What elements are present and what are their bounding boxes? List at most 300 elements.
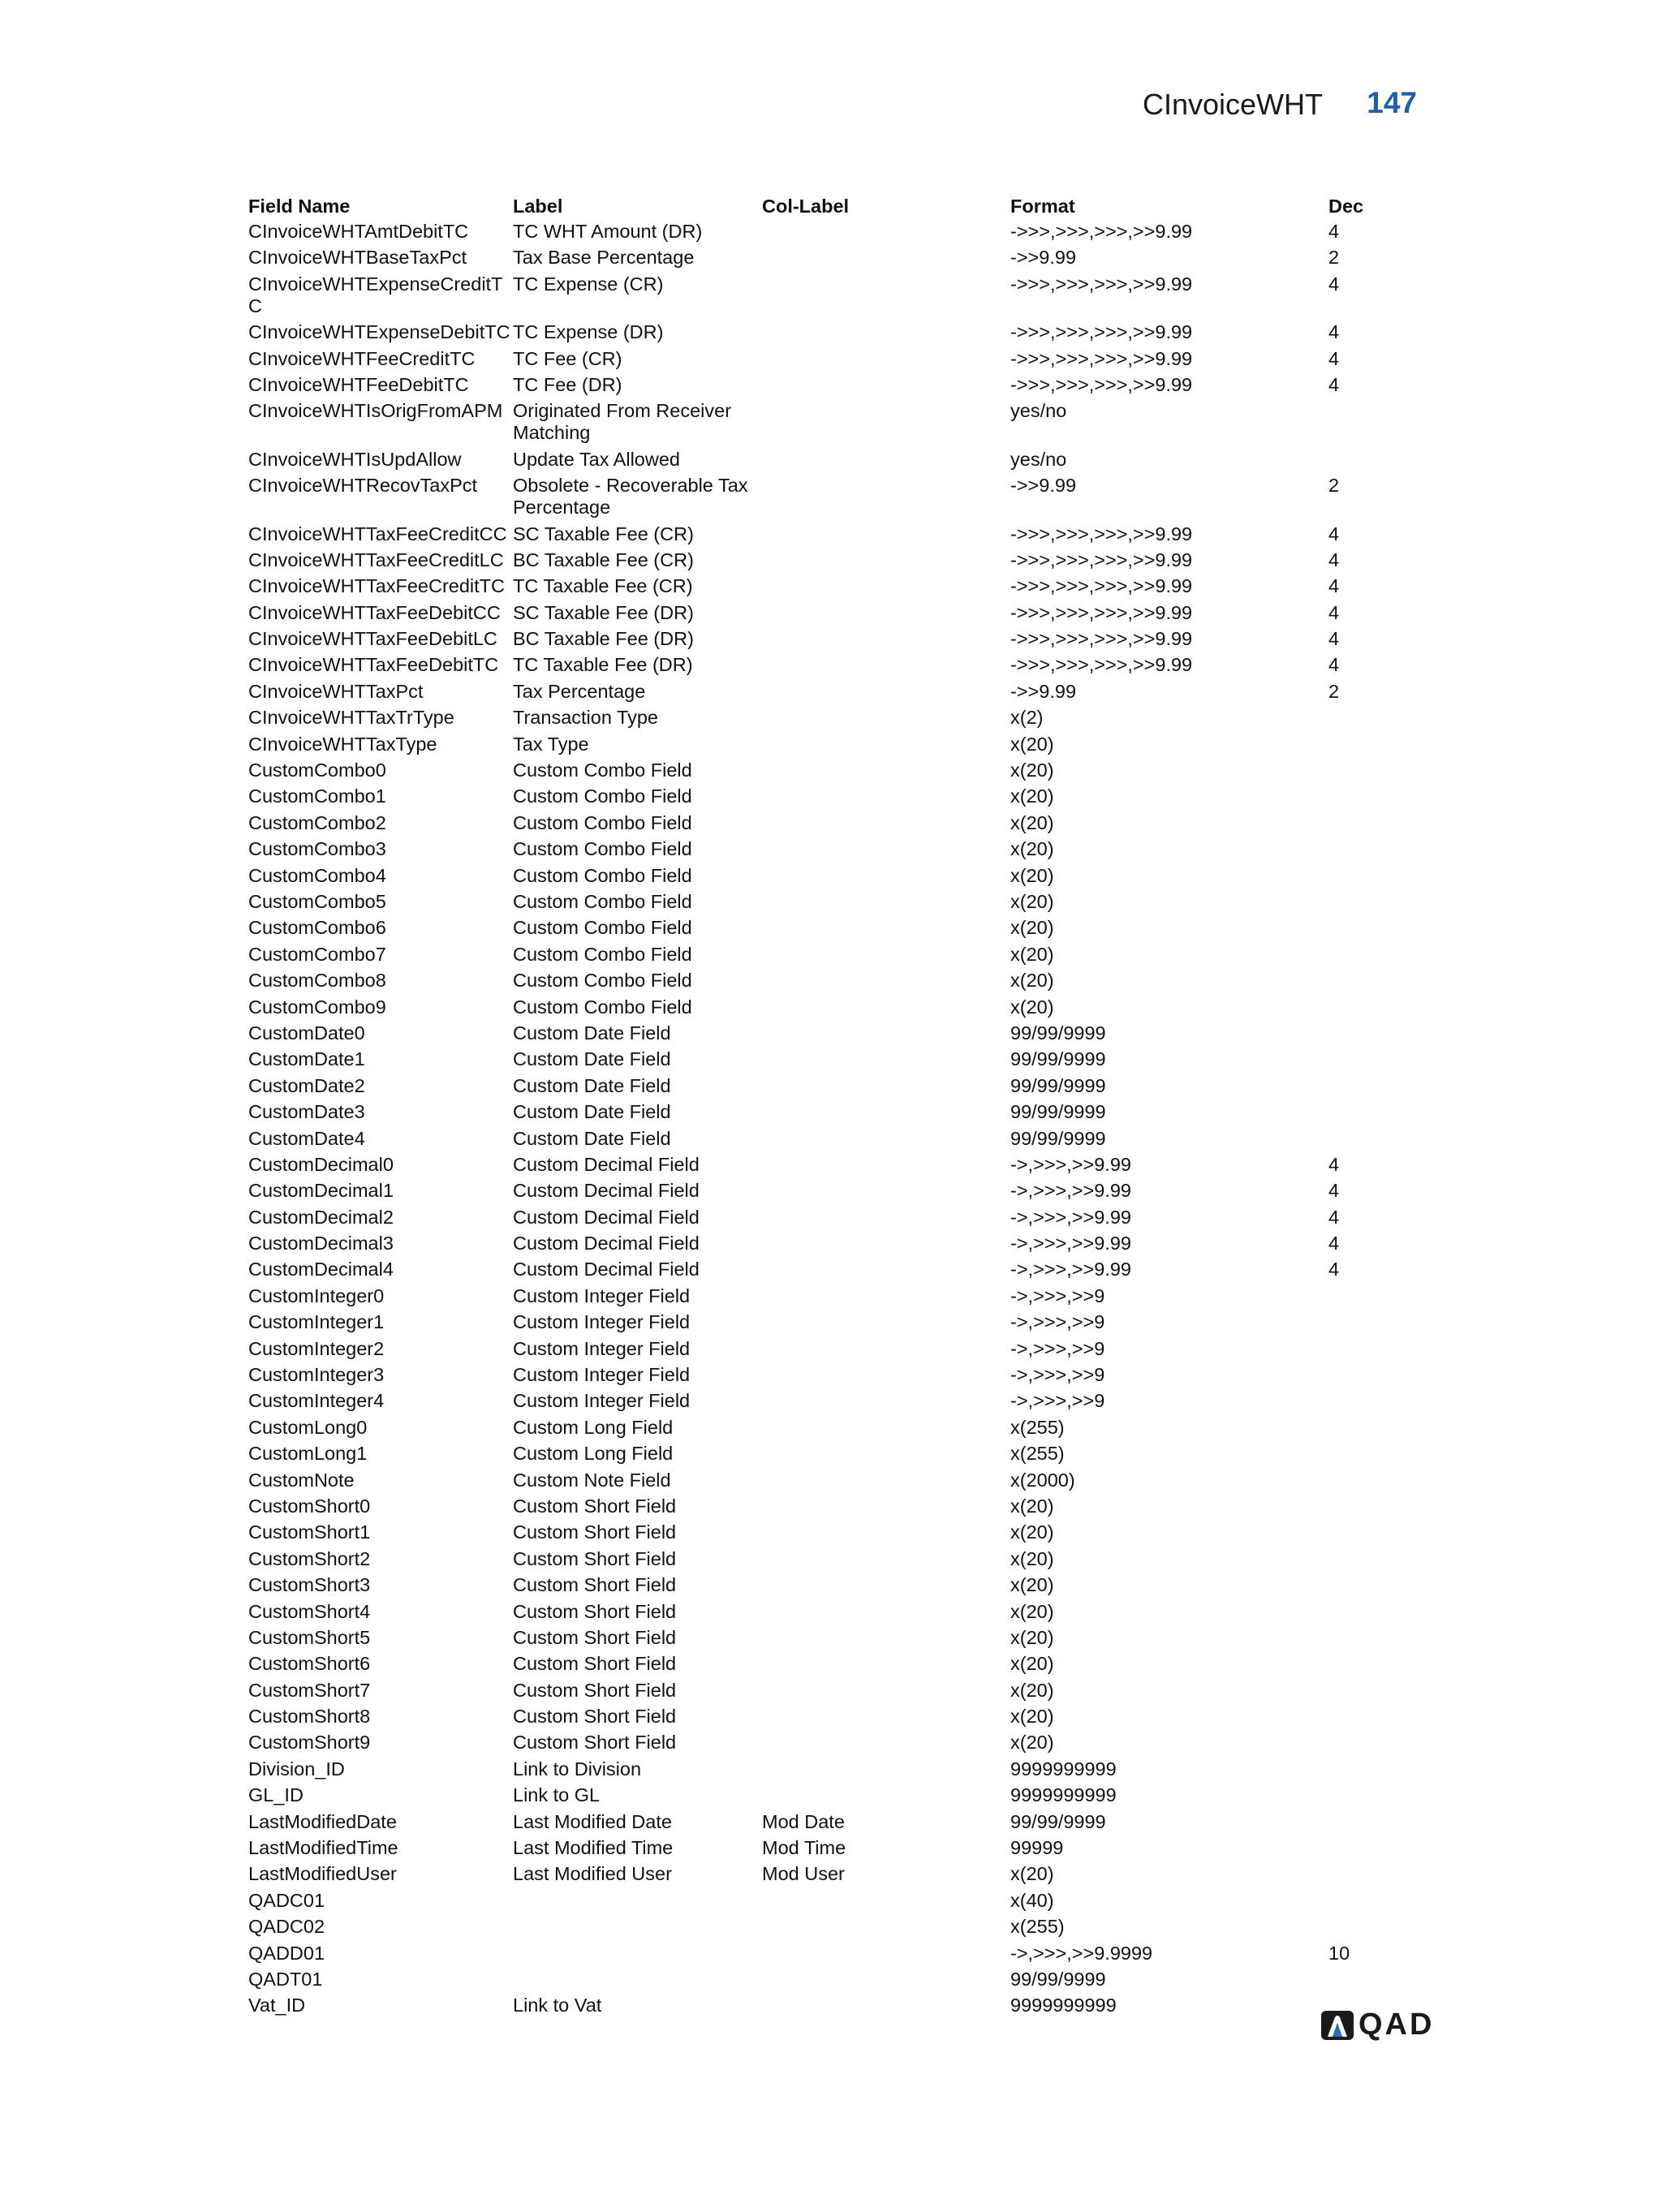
dec-cell: 4 [1328, 1180, 1340, 1202]
col-label-cell [762, 1651, 1010, 1677]
dec-cell [1328, 1362, 1384, 1388]
label-cell: Obsolete - Recoverable Tax Percentage [513, 475, 748, 519]
label-cell: Custom Integer Field [513, 1337, 691, 1359]
label-cell: Last Modified Time [513, 1837, 674, 1859]
format-cell: ->>>,>>>,>>>,>>9.99 [1010, 654, 1193, 676]
dec-cell [1328, 942, 1384, 968]
dec-cell [1328, 1625, 1384, 1651]
field-name-cell: CustomCombo4 [248, 864, 386, 886]
dec-cell [1328, 995, 1384, 1021]
dec-cell: 4 [1328, 221, 1340, 242]
label-cell: Tax Type [513, 733, 589, 755]
field-name-cell: CustomDate1 [248, 1048, 365, 1070]
format-cell: x(2) [1010, 707, 1044, 729]
col-label-cell [762, 1074, 1010, 1100]
format-cell: ->,>>>,>>9.9999 [1010, 1942, 1153, 1964]
col-label-cell [762, 447, 1010, 473]
column-header-field-name: Field Name [248, 196, 351, 217]
table-row [248, 473, 1384, 521]
label-cell: Custom Short Field [513, 1574, 677, 1596]
table-row [248, 1730, 1384, 1756]
col-label-cell [762, 1520, 1010, 1546]
format-cell: x(20) [1010, 864, 1054, 886]
field-name-cell: CustomShort4 [248, 1600, 371, 1622]
dec-cell [1328, 1388, 1384, 1414]
dec-cell [1328, 1468, 1384, 1494]
field-name-cell: LastModifiedDate [248, 1810, 397, 1832]
table-row [248, 705, 1384, 731]
col-label-cell: Mod Time [762, 1837, 846, 1859]
field-name-cell: QADC01 [248, 1889, 325, 1911]
field-name-cell: CustomShort8 [248, 1706, 371, 1728]
table-row [248, 1941, 1384, 1967]
field-name-cell: CustomInteger3 [248, 1364, 385, 1386]
table-row [248, 1967, 1384, 1993]
dec-cell [1328, 1074, 1384, 1100]
format-cell: ->,>>>,>>9 [1010, 1337, 1105, 1359]
format-cell: x(20) [1010, 1706, 1054, 1728]
table-row [248, 758, 1384, 784]
format-cell: ->>>,>>>,>>>,>>9.99 [1010, 347, 1193, 369]
label-cell: Link to Vat [513, 1995, 602, 2016]
format-cell: ->>>,>>>,>>>,>>9.99 [1010, 601, 1193, 623]
label-cell: Custom Integer Field [513, 1311, 691, 1333]
table-row [248, 219, 1384, 245]
table-row [248, 995, 1384, 1021]
format-cell: ->>>,>>>,>>>,>>9.99 [1010, 221, 1193, 242]
label-cell: Custom Combo Field [513, 943, 692, 965]
field-name-cell: CInvoiceWHTAmtDebitTC [248, 221, 469, 242]
label-cell: Custom Combo Field [513, 970, 692, 992]
label-cell: Link to GL [513, 1784, 601, 1806]
dec-cell: 4 [1328, 273, 1340, 295]
col-label-cell [762, 1310, 1010, 1336]
table-row [248, 1284, 1384, 1310]
field-name-cell: CustomShort0 [248, 1495, 371, 1517]
label-cell: Custom Integer Field [513, 1285, 691, 1306]
dec-cell [1328, 968, 1384, 994]
field-name-cell: CInvoiceWHTTaxFeeDebitCC [248, 601, 501, 623]
col-label-cell [762, 1625, 1010, 1651]
qad-logo [1321, 2008, 1451, 2043]
format-cell: ->,>>>,>>9.99 [1010, 1206, 1131, 1228]
label-cell: TC Expense (DR) [513, 321, 664, 343]
dec-cell [1328, 447, 1384, 473]
format-cell: ->>>,>>>,>>>,>>9.99 [1010, 549, 1193, 570]
field-name-cell: CustomCombo7 [248, 943, 386, 965]
table-row [248, 372, 1384, 398]
label-cell: Custom Date Field [513, 1048, 671, 1070]
col-label-cell [762, 889, 1010, 915]
format-cell: x(40) [1010, 1889, 1054, 1911]
format-cell: ->,>>>,>>9.99 [1010, 1233, 1131, 1254]
label-cell: Custom Decimal Field [513, 1153, 700, 1175]
col-label-cell: Mod Date [762, 1810, 845, 1832]
table-row [248, 1205, 1384, 1231]
col-label-cell [762, 652, 1010, 678]
field-name-cell: CustomShort5 [248, 1626, 371, 1648]
field-name-cell: CustomDecimal1 [248, 1180, 394, 1202]
table-row [248, 1861, 1384, 1887]
col-label-cell [762, 995, 1010, 1021]
col-label-cell [762, 473, 1010, 521]
table-row [248, 1468, 1384, 1494]
format-cell: ->>9.99 [1010, 680, 1077, 702]
label-cell [513, 1914, 762, 1940]
table-row [248, 1599, 1384, 1625]
format-cell: x(255) [1010, 1443, 1065, 1465]
label-cell: Custom Note Field [513, 1469, 671, 1491]
field-name-cell: CustomCombo1 [248, 785, 386, 807]
dec-cell [1328, 1573, 1384, 1599]
label-cell: Last Modified User [513, 1863, 672, 1885]
label-cell: Custom Short Field [513, 1732, 677, 1754]
dec-cell: 4 [1328, 1206, 1340, 1228]
dec-cell [1328, 863, 1384, 889]
format-cell: x(20) [1010, 970, 1054, 992]
col-label-cell [762, 732, 1010, 758]
dec-cell: 4 [1328, 523, 1340, 544]
format-cell: x(20) [1010, 1653, 1054, 1675]
format-cell: x(2000) [1010, 1469, 1075, 1491]
table-row [248, 837, 1384, 863]
label-cell: BC Taxable Fee (CR) [513, 549, 694, 570]
dec-cell [1328, 732, 1384, 758]
col-label-cell [762, 1547, 1010, 1573]
dec-cell: 4 [1328, 321, 1340, 343]
table-row [248, 398, 1384, 446]
table-row [248, 1441, 1384, 1467]
format-cell: x(20) [1010, 1600, 1054, 1622]
label-cell: SC Taxable Fee (CR) [513, 523, 694, 544]
label-cell: Custom Combo Field [513, 811, 692, 833]
dec-cell [1328, 1441, 1384, 1467]
table-row [248, 1547, 1384, 1573]
label-cell: Custom Short Field [513, 1547, 677, 1569]
dec-cell: 10 [1328, 1942, 1350, 1964]
dec-cell [1328, 1651, 1384, 1677]
column-header-dec: Dec [1328, 196, 1364, 217]
field-name-cell: QADC02 [248, 1916, 325, 1938]
field-name-cell: CustomDecimal0 [248, 1153, 394, 1175]
table-row [248, 1047, 1384, 1073]
label-cell: Originated From Receiver Matching [513, 400, 732, 444]
field-name-cell: CInvoiceWHTTaxFeeCreditTC [248, 575, 506, 597]
format-cell: x(20) [1010, 1547, 1054, 1569]
format-cell: x(20) [1010, 943, 1054, 965]
col-label-cell [762, 968, 1010, 994]
col-label-cell [762, 1914, 1010, 1940]
label-cell: TC Taxable Fee (CR) [513, 575, 693, 597]
format-cell: x(20) [1010, 996, 1054, 1018]
label-cell: Custom Combo Field [513, 917, 692, 939]
col-label-cell [762, 600, 1010, 626]
dec-cell: 4 [1328, 373, 1340, 395]
dec-cell [1328, 1810, 1384, 1835]
label-cell: Tax Base Percentage [513, 247, 695, 269]
col-label-cell [762, 346, 1010, 372]
table-row [248, 1231, 1384, 1257]
field-name-cell: CustomDate0 [248, 1022, 365, 1044]
field-name-cell: CInvoiceWHTBaseTaxPct [248, 247, 467, 269]
dec-cell [1328, 1757, 1384, 1783]
table-row [248, 1783, 1384, 1809]
label-cell: TC WHT Amount (DR) [513, 221, 703, 242]
col-label-cell [762, 705, 1010, 731]
col-label-cell [762, 548, 1010, 574]
label-cell: Custom Combo Field [513, 864, 692, 886]
dec-cell [1328, 1599, 1384, 1625]
col-label-cell [762, 1599, 1010, 1625]
col-label-cell [762, 863, 1010, 889]
table-row [248, 1704, 1384, 1730]
column-header-label: Label [513, 196, 563, 217]
field-name-cell: CInvoiceWHTTaxFeeDebitLC [248, 628, 497, 650]
field-name-cell: CInvoiceWHTTaxTrType [248, 707, 454, 729]
table-row [248, 447, 1384, 473]
label-cell: Custom Integer Field [513, 1390, 691, 1412]
field-name-cell: CustomShort6 [248, 1653, 371, 1675]
format-cell: ->>>,>>>,>>>,>>9.99 [1010, 575, 1193, 597]
label-cell: Link to Division [513, 1758, 642, 1779]
dec-cell [1328, 1415, 1384, 1441]
dec-cell [1328, 1861, 1384, 1887]
field-name-cell: CustomCombo0 [248, 760, 386, 781]
format-cell: x(20) [1010, 890, 1054, 912]
col-label-cell [762, 1178, 1010, 1204]
dec-cell [1328, 1336, 1384, 1362]
field-name-cell: CustomShort1 [248, 1521, 371, 1543]
format-cell: 99/99/9999 [1010, 1810, 1106, 1832]
field-name-cell: CustomShort7 [248, 1679, 371, 1701]
table-row [248, 1362, 1384, 1388]
dec-cell [1328, 837, 1384, 863]
field-name-cell: CustomShort9 [248, 1732, 371, 1754]
field-name-cell: CustomCombo9 [248, 996, 386, 1018]
field-name-cell: CInvoiceWHTFeeDebitTC [248, 373, 469, 395]
table-row [248, 732, 1384, 758]
col-label-cell [762, 398, 1010, 446]
table-body [248, 219, 1384, 2020]
col-label-cell [762, 372, 1010, 398]
dec-cell: 2 [1328, 247, 1340, 269]
table-row [248, 320, 1384, 346]
format-cell: x(20) [1010, 733, 1054, 755]
table-row [248, 679, 1384, 705]
label-cell: Custom Short Field [513, 1653, 677, 1675]
table-row [248, 1678, 1384, 1704]
col-label-cell [762, 1678, 1010, 1704]
format-cell: ->,>>>,>>9 [1010, 1285, 1105, 1306]
col-label-cell [762, 1704, 1010, 1730]
dec-cell: 2 [1328, 680, 1340, 702]
label-cell: TC Fee (DR) [513, 373, 622, 395]
format-cell: 99/99/9999 [1010, 1048, 1106, 1070]
dec-cell [1328, 1835, 1384, 1861]
table-row [248, 1178, 1384, 1204]
format-cell: x(255) [1010, 1416, 1065, 1438]
col-label-cell [762, 272, 1010, 320]
label-cell: BC Taxable Fee (DR) [513, 628, 694, 650]
table-row [248, 915, 1384, 941]
format-cell: yes/no [1010, 400, 1067, 422]
table-row [248, 346, 1384, 372]
format-cell: ->>>,>>>,>>>,>>9.99 [1010, 373, 1193, 395]
col-label-cell [762, 1284, 1010, 1310]
table-row [248, 1126, 1384, 1152]
dec-cell [1328, 398, 1384, 446]
table-row [248, 574, 1384, 600]
table-row [248, 1914, 1384, 1940]
table-row [248, 1257, 1384, 1283]
field-name-cell: CustomInteger0 [248, 1285, 385, 1306]
col-label-cell [762, 1362, 1010, 1388]
label-cell: Custom Date Field [513, 1022, 671, 1044]
col-label-cell [762, 1415, 1010, 1441]
dec-cell [1328, 1047, 1384, 1073]
col-label-cell [762, 811, 1010, 837]
format-cell: 99/99/9999 [1010, 1969, 1106, 1990]
table-row [248, 1520, 1384, 1546]
dec-cell [1328, 1547, 1384, 1573]
table-row [248, 968, 1384, 994]
field-name-cell: QADT01 [248, 1969, 323, 1990]
dec-cell: 4 [1328, 1153, 1340, 1175]
field-name-cell: CustomLong0 [248, 1416, 368, 1438]
format-cell: x(20) [1010, 1863, 1054, 1885]
table-row [248, 811, 1384, 837]
table-row [248, 1651, 1384, 1677]
col-label-cell [762, 837, 1010, 863]
col-label-cell [762, 219, 1010, 245]
label-cell: Custom Short Field [513, 1495, 677, 1517]
format-cell: 99/99/9999 [1010, 1074, 1106, 1096]
field-name-cell: GL_ID [248, 1784, 304, 1806]
table-row [248, 1625, 1384, 1651]
dec-cell: 2 [1328, 475, 1340, 497]
format-cell: 99999 [1010, 1837, 1064, 1859]
dec-cell: 4 [1328, 1259, 1340, 1280]
label-cell [513, 1888, 762, 1914]
field-name-cell: CustomCombo8 [248, 970, 386, 992]
col-label-cell [762, 522, 1010, 548]
format-cell: ->>>,>>>,>>>,>>9.99 [1010, 628, 1193, 650]
dec-cell [1328, 889, 1384, 915]
label-cell [513, 1967, 762, 1993]
format-cell: 9999999999 [1010, 1995, 1117, 2016]
col-label-cell: Mod User [762, 1863, 845, 1885]
format-cell: 9999999999 [1010, 1758, 1117, 1779]
table-row [248, 784, 1384, 810]
field-name-cell: CInvoiceWHTExpenseDebitTC [248, 321, 510, 343]
dec-cell [1328, 915, 1384, 941]
label-cell: TC Taxable Fee (DR) [513, 654, 693, 676]
page-number: 147 [1367, 86, 1417, 119]
label-cell: Custom Decimal Field [513, 1180, 700, 1202]
col-label-cell [762, 1494, 1010, 1520]
table-row [248, 652, 1384, 678]
field-name-cell: CustomDate2 [248, 1074, 365, 1096]
label-cell: Custom Date Field [513, 1127, 671, 1149]
col-label-cell [762, 1941, 1010, 1967]
col-label-cell [762, 1126, 1010, 1152]
format-cell: x(20) [1010, 1574, 1054, 1596]
field-name-cell: CInvoiceWHTExpenseCreditTC [248, 273, 503, 316]
format-cell: ->,>>>,>>9.99 [1010, 1153, 1131, 1175]
format-cell: ->>9.99 [1010, 247, 1077, 269]
col-label-cell [762, 1047, 1010, 1073]
format-cell: x(20) [1010, 760, 1054, 781]
dec-cell [1328, 1100, 1384, 1125]
field-name-cell: CInvoiceWHTTaxPct [248, 680, 424, 702]
field-name-cell: CInvoiceWHTTaxFeeCreditCC [248, 523, 507, 544]
col-label-cell [762, 679, 1010, 705]
dec-cell [1328, 1678, 1384, 1704]
dec-cell: 4 [1328, 575, 1340, 597]
label-cell: Custom Combo Field [513, 785, 692, 807]
format-cell: ->,>>>,>>9 [1010, 1364, 1105, 1386]
label-cell: Custom Integer Field [513, 1364, 691, 1386]
format-cell: x(20) [1010, 1521, 1054, 1543]
dec-cell [1328, 1284, 1384, 1310]
table-row [248, 863, 1384, 889]
field-name-cell: LastModifiedTime [248, 1837, 398, 1859]
format-cell: x(20) [1010, 917, 1054, 939]
field-name-cell: CInvoiceWHTFeeCreditTC [248, 347, 476, 369]
table-row [248, 1021, 1384, 1047]
label-cell: Custom Date Field [513, 1074, 671, 1096]
dec-cell [1328, 811, 1384, 837]
column-header-format: Format [1010, 196, 1075, 217]
dec-cell [1328, 1914, 1384, 1940]
field-name-cell: CInvoiceWHTTaxFeeCreditLC [248, 549, 504, 570]
field-name-cell: CustomDecimal3 [248, 1233, 394, 1254]
dec-cell [1328, 784, 1384, 810]
dec-cell: 4 [1328, 601, 1340, 623]
col-label-cell [762, 1205, 1010, 1231]
field-table [248, 192, 1384, 2020]
table-row [248, 1310, 1384, 1336]
dec-cell [1328, 1783, 1384, 1809]
dec-cell: 4 [1328, 549, 1340, 570]
label-cell: Custom Short Field [513, 1679, 677, 1701]
label-cell: Transaction Type [513, 707, 658, 729]
table-row [248, 600, 1384, 626]
label-cell: Custom Combo Field [513, 838, 692, 860]
table-row [248, 889, 1384, 915]
label-cell: SC Taxable Fee (DR) [513, 601, 694, 623]
format-cell: x(20) [1010, 1732, 1054, 1754]
col-label-cell [762, 1783, 1010, 1809]
field-name-cell: CustomCombo2 [248, 811, 386, 833]
col-label-cell [762, 758, 1010, 784]
dec-cell [1328, 1126, 1384, 1152]
dec-cell [1328, 1520, 1384, 1546]
field-name-cell: CustomInteger4 [248, 1390, 385, 1412]
label-cell: Tax Percentage [513, 680, 646, 702]
col-label-cell [762, 574, 1010, 600]
table-row [248, 1888, 1384, 1914]
table-row [248, 1100, 1384, 1125]
col-label-cell [762, 626, 1010, 652]
col-label-cell [762, 942, 1010, 968]
dec-cell: 4 [1328, 347, 1340, 369]
col-label-cell [762, 1021, 1010, 1047]
dec-cell [1328, 1730, 1384, 1756]
format-cell: x(20) [1010, 1495, 1054, 1517]
label-cell: Custom Combo Field [513, 996, 692, 1018]
format-cell: yes/no [1010, 448, 1067, 470]
